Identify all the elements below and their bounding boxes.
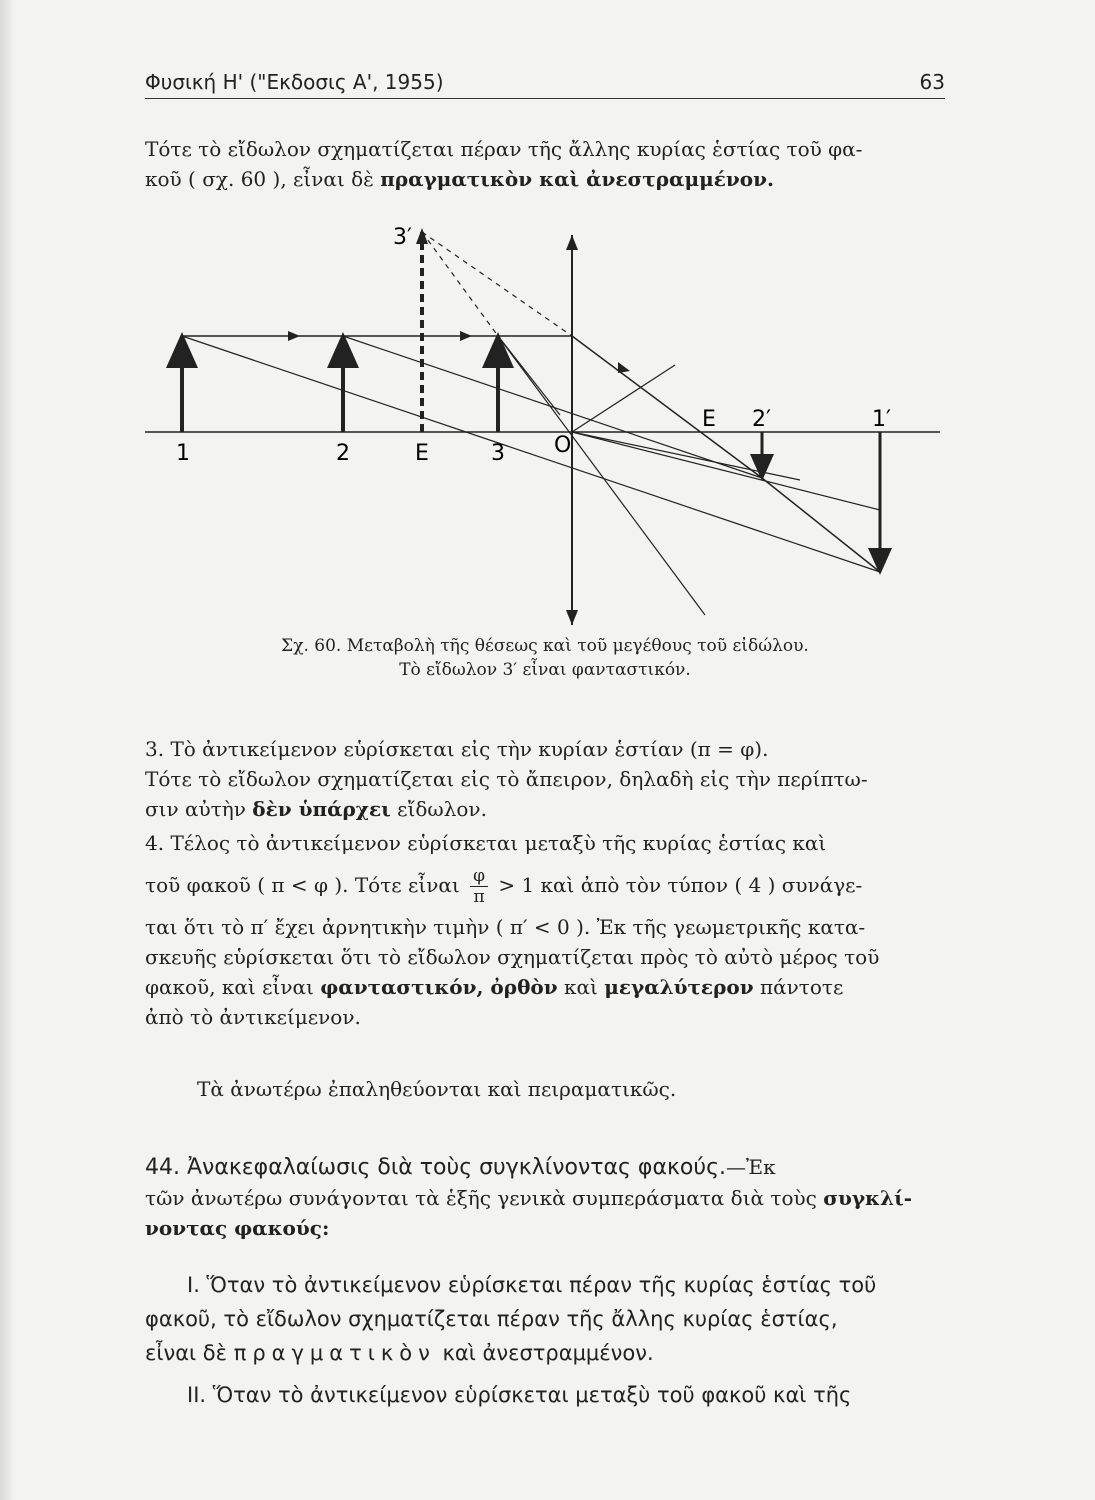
point-label-2: 2 — [336, 441, 350, 466]
running-header — [145, 66, 945, 98]
ray-arrow — [460, 331, 472, 341]
paragraph-5 — [145, 1074, 953, 1104]
text-line: ΙΙ. Ὅταν τὸ ἀντικείμενον εὑρίσκεται μεταξὺ τοῦ φακοῦ καὶ τῆς — [187, 1383, 852, 1407]
page-number: 63 — [919, 70, 945, 94]
text-line — [145, 972, 953, 1002]
text-line: Ι. Ὅταν τὸ ἀντικείμενον εὑρίσκεται πέραν τῆς κυρίας ἑστίας τοῦ — [187, 1273, 877, 1297]
text-span: εἶναι δὲ — [145, 1341, 234, 1365]
text-line: 4. Τέλος τὸ ἀντικείμενον εὑρίσκεται μεταξὺ τῆς κυρίας ἑστίας καὶ — [145, 831, 827, 855]
point-label-2p: 2′ — [752, 407, 771, 432]
text-span: καὶ — [557, 975, 605, 999]
text-line: 3. Τὸ ἀντικείμενον εὑρίσκεται εἰς τὴν κυρίαν ἑστίαν (π = φ). — [145, 737, 769, 761]
header-title: Φυσική Η' ("Εκδοσις Α', 1955) — [145, 70, 444, 94]
point-label-1: 1 — [176, 441, 190, 466]
caption-line: Σχ. 60. Μεταβολὴ τῆς θέσεως καὶ τοῦ μεγέθους τοῦ εἰδώλου. — [281, 636, 809, 656]
text-span: —Ἐκ — [726, 1155, 776, 1179]
emphasis-text: πραγματικὸν καὶ ἀνεστραμμένον. — [380, 167, 774, 191]
text-line — [145, 164, 953, 194]
emphasis-text: πραγματικὸν — [233, 1341, 436, 1365]
text-line — [145, 794, 953, 824]
text-line: Τὰ ἀνωτέρω ἐπαληθεύονται καὶ πειραματικῶς. — [197, 1077, 677, 1101]
header-rule — [145, 98, 945, 99]
paragraph-intro — [145, 134, 953, 194]
lens-top-arrow — [566, 235, 578, 250]
virtual-image-arrowhead — [416, 228, 428, 244]
fraction-numerator: φ — [470, 866, 488, 887]
text-line: ἀπὸ τὸ ἀντικείμενον. — [145, 1005, 361, 1029]
dashed-extension-1 — [422, 232, 572, 336]
text-span: σιν αὐτὴν — [145, 797, 253, 821]
figure-60-ray-diagram — [140, 220, 950, 640]
caption-line: Τὸ εἴδωλον 3′ εἶναι φανταστικόν. — [399, 660, 691, 680]
text-line: ται ὅτι τὸ π′ ἔχει ἀρνητικὴν τιμὴν ( π′ < 0 ). Ἐκ τῆς γεωμετρικῆς κατα- — [145, 915, 866, 939]
conclusion-item-1 — [145, 1268, 953, 1370]
point-label-3: 3 — [491, 441, 505, 466]
emphasis-text: φανταστικόν, ὀρθὸν — [320, 975, 558, 999]
central-ray-3 — [498, 336, 705, 615]
emphasis-text: δὲν ὑπάρχει — [252, 797, 391, 821]
text-span: πάντοτε — [753, 975, 844, 999]
text-span: εἴδωλον. — [390, 797, 487, 821]
paragraph-4 — [145, 828, 953, 1032]
lower-ray-2 — [572, 432, 800, 480]
refracted-ray-ext — [762, 478, 880, 572]
ray-arrow — [618, 362, 630, 373]
text-line: φακοῦ, τὸ εἴδωλον σχηματίζεται πέραν τῆς ἄλλης κυρίας ἑστίας, — [145, 1307, 838, 1331]
section-title-line — [145, 1152, 953, 1183]
emphasis-text: συγκλί- — [823, 1186, 913, 1210]
central-ray-2 — [343, 336, 762, 478]
emphasis-text: μεγαλύτερον — [604, 975, 754, 999]
text-line: σκευῆς εὑρίσκεται ὅτι τὸ εἴδωλον σχηματίζεται πρὸς τὸ αὐτὸ μέρος τοῦ — [145, 945, 880, 969]
fraction-phi-over-pi — [470, 866, 488, 907]
text-line: Τότε τὸ εἴδωλον σχηματίζεται πέραν τῆς ἄλλης κυρίας ἑστίας τοῦ φα- — [145, 137, 863, 161]
figure-caption — [145, 634, 945, 682]
text-line — [145, 1213, 953, 1243]
text-span: κοῦ ( σχ. 60 ), εἶναι δὲ — [145, 167, 381, 191]
text-span: τοῦ φακοῦ ( π < φ ). Τότε εἶναι — [145, 873, 460, 897]
conclusion-item-2 — [145, 1378, 953, 1412]
text-line: Τότε τὸ εἴδωλον σχηματίζεται εἰς τὸ ἄπειρον, δηλαδὴ εἰς τὴν περίπτω- — [145, 767, 868, 791]
page-spine-shadow — [0, 0, 14, 1500]
point-label-E: E — [415, 441, 429, 466]
dashed-extension-3 — [498, 336, 560, 415]
section-44 — [145, 1152, 953, 1243]
emphasis-text: νοντας φακούς: — [145, 1216, 330, 1240]
point-label-1p: 1′ — [872, 407, 891, 432]
point-label-E2: E — [702, 407, 716, 432]
central-ray-1 — [182, 336, 880, 572]
text-span: > 1 καὶ ἀπὸ τὸν τύπον ( 4 ) συνάγε- — [498, 873, 863, 897]
dashed-extension-2 — [422, 232, 498, 336]
point-label-O: O — [554, 433, 572, 458]
section-title: 44. Ἀνακεφαλαίωσις διὰ τοὺς συγκλίνοντας φακούς. — [145, 1155, 727, 1180]
ray-arrow — [288, 331, 300, 341]
text-span: τῶν ἀνωτέρω συνάγονται τὰ ἑξῆς γενικὰ συμπεράσματα διὰ τοὺς — [145, 1186, 824, 1210]
text-line — [145, 1336, 953, 1370]
refracted-ray — [572, 336, 762, 478]
lens-bottom-arrow — [566, 610, 578, 625]
point-label-3p: 3′ — [393, 225, 412, 250]
text-span: καὶ ἀνεστραμμένον. — [435, 1341, 654, 1365]
text-line — [145, 1183, 953, 1213]
text-line — [145, 858, 953, 912]
text-span: φακοῦ, καὶ εἶναι — [145, 975, 321, 999]
paragraph-3 — [145, 734, 953, 824]
fraction-denominator: π — [473, 887, 485, 907]
